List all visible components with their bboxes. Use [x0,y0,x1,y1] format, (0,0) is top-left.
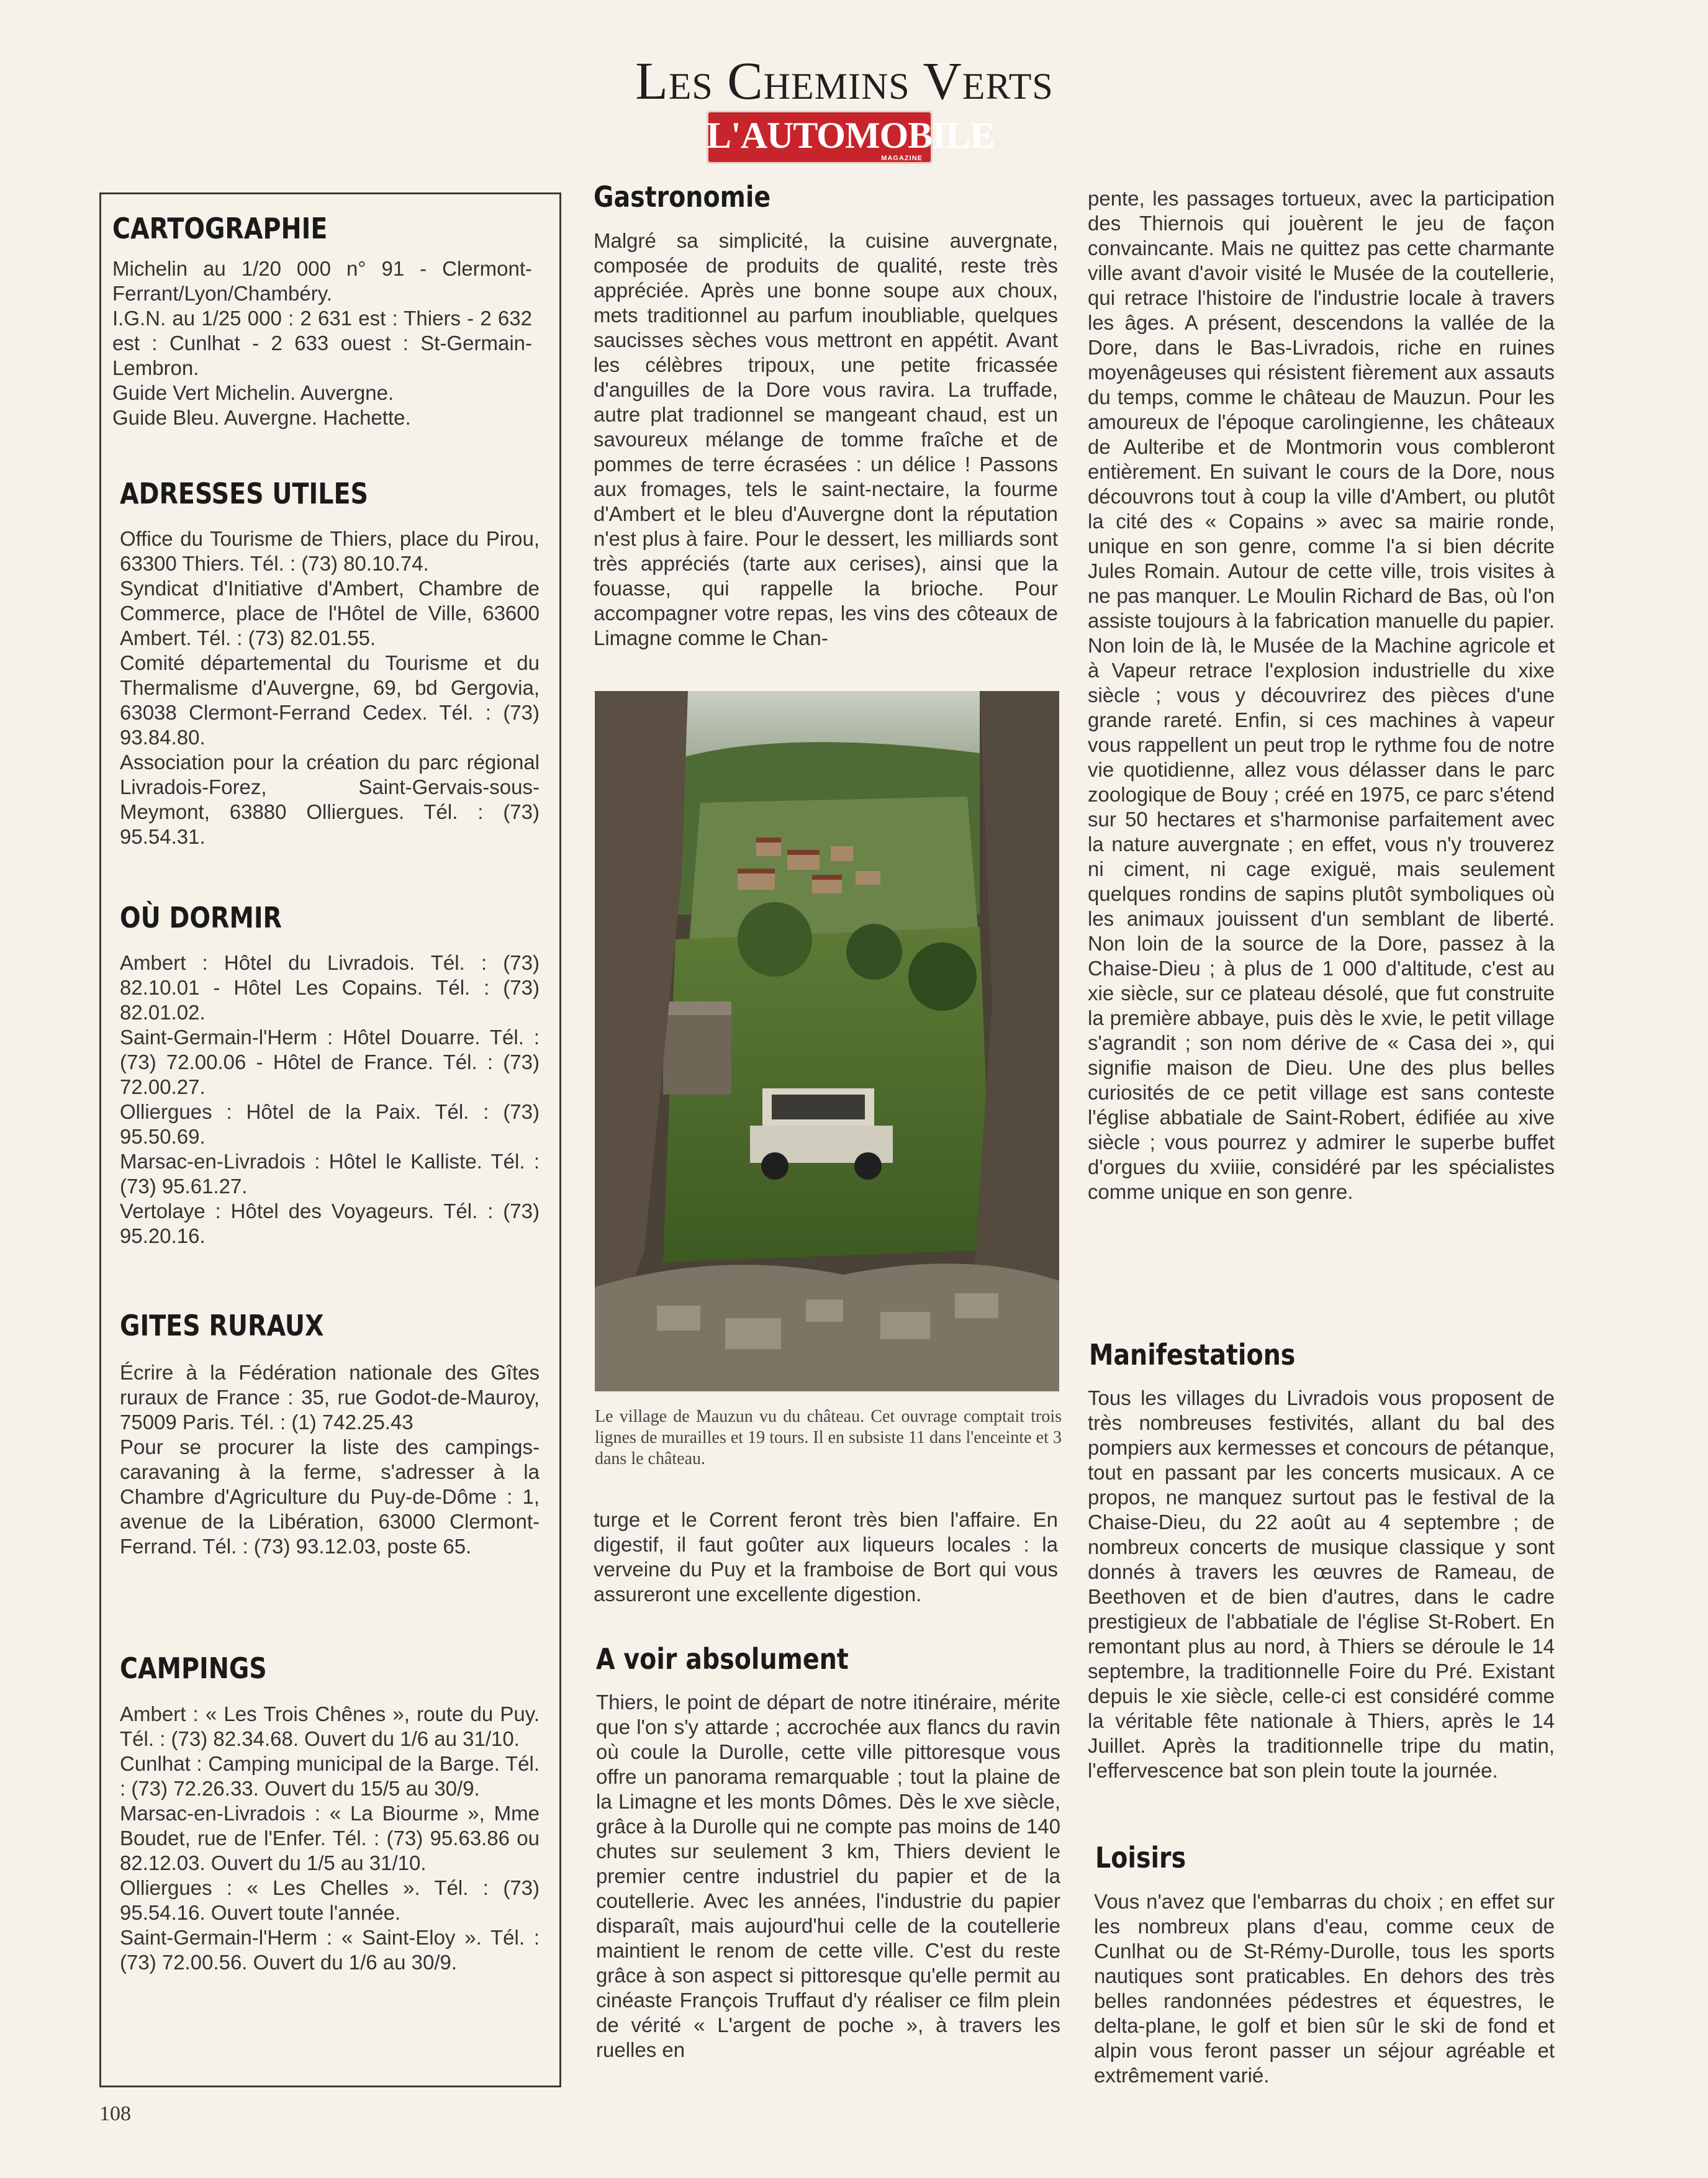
cartographie-heading: CARTOGRAPHIE [112,212,328,245]
list-item: Michelin au 1/20 000 n° 91 - Clermont-Ferrant/Lyon/Chambéry. [112,257,532,305]
list-item: Ambert : « Les Trois Chênes », route du Puy. Tél. : (73) 82.34.68. Ouvert du 1/6 au 31/10. [120,1702,540,1750]
loisirs-text: Vous n'avez que l'embarras du choix ; en effet sur les nombreux plans d'eau, comme ceux de Cunlhat ou de St-Rémy-Durolle, tous les sports nautiques sont praticables. En dehors des très belles randonnées pédestres et équestres, le delta-plane, le golf et bien sûr le ski de fond et alpin vous feront passer un séjour agréable et extrêmement varié. [1094,1890,1555,2087]
voir-continued-text: pente, les passages tortueux, avec la participation des Thiernois qui jouèrent le jeu de façon convaincante. Mais ne quittez pas cette charmante ville avant d'avoir visité le Musée de la coutellerie, qui retrace l'histoire de l'industrie locale à travers les âges. A présent, descendons la vallée de la Dore, dans le Bas-Livradois, riche en ruines moyenâgeuses qui résistent fièrement aux assauts du temps, comme le château de Mauzun. Pour les amoureux de l'époque carolingienne, les châteaux de Aulteribe et de Montmorin vous combleront entièrement. En suivant le cours de la Dore, nous découvrons tout à coup la ville d'Ambert, ou plutôt la cité des « Copains » avec sa mairie ronde, unique en son genre, comme l'a si bien décrite Jules Romain. Autour de cette ville, trois visites à ne pas manquer. Le Moulin Richard de Bas, où l'on assiste toujours à la fabrication manuelle du papier. Non loin de là, le Musée de la Machine agricole et à Vapeur retrace l'explosion industrielle du xixe siècle ; vous y découvrirez des pièces d'une grande rareté. Enfin, si ces machines à vapeur vous rappellent un peut trop le rythme fou de notre vie quotidienne, allez vous délasser dans le parc zoologique de Bouy ; créé en 1975, ce parc s'étend sur 50 hectares et s'harmonise parfaitement avec la nature auvergnate ; en effet, vous n'y trouverez ni ciment, ni cage exiguë, mais seulement quelques rondins de sapins plutôt symboliques où les animaux jouissent d'un semblant de liberté. Non loin de la source de la Dore, passez à la Chaise-Dieu ; à plus de 1 000 d'altitude, c'est au xie siècle, sur ce plateau désolé, que fut construite la première abbaye, puis dès le xvie, le petit village s'agrandit ; son nom dérive de « Casa dei », qui signifie maison de Dieu. Une des plus belles curiosités de ce petit village est sans conteste l'église abbatiale de Saint-Robert, édifiée au xive siècle ; vous pourrez y admirer le superbe buffet d'orgues du xviiie, considéré par les spécialistes comme unique en son genre. [1088,187,1555,1203]
list-item: Écrire à la Fédération nationale des Gîtes ruraux de France : 35, rue Godot-de-Mauroy, 75009 Paris. Tél. : (1) 742.25.43 [120,1361,540,1434]
list-item: Olliergues : Hôtel de la Paix. Tél. : (73) 95.50.69. [120,1100,540,1148]
list-item: Syndicat d'Initiative d'Ambert, Chambre de Commerce, place de l'Hôtel de Ville, 63600 Ambert. Tél. : (73) 82.01.55. [120,577,540,649]
voir-text: Thiers, le point de départ de notre itinéraire, mérite que l'on s'y attarde ; accrochée aux flancs du ravin où coule la Durolle, cette ville pittoresque vous offre un panorama remarquable ; tout la plaine de la Limagne et les monts Dômes. Dès le xve siècle, grâce à la Durolle qui ne compte pas moins de 140 chutes sur seulement 3 km, Thiers devient le premier centre industriel du papier et de la coutellerie. Avec les années, l'industrie du papier disparaît, mais aujourd'hui celle de la coutellerie maintient le renom de cette ville. C'est du reste grâce à son aspect si pittoresque qu'elle permit au cinéaste François Truffaut d'y réaliser ce film plein de vérité « L'argent de poche », à travers les ruelles en [596,1691,1060,2061]
list-item: Comité départemental du Tourisme et du Thermalisme d'Auvergne, 69, bd Gergovia, 63038 Clermont-Ferrand Cedex. Tél. : (73) 93.84.80. [120,651,540,749]
gastronomie-text: Malgré sa simplicité, la cuisine auvergnate, composée de produits de qualité, reste très appréciée. Après une bonne soupe aux choux, mets traditionnel au parfum inoubliable, quelques saucisses sèches vous mettront en appétit. Avant les célèbres tripoux, une petite fricassée d'anguilles de la Dore vous ravira. La truffade, autre plat tradionnel se mangeant chaud, est un savoureux mélange de tomme fraîche et de pommes de terre écrasées : un délice ! Passons aux fromages, tels le saint-nectaire, la fourme d'Ambert et le bleu d'Auvergne dont la réputation n'est plus à faire. Pour le dessert, les milliards sont très appréciés (tarte aux cerises), ainsi que la fouasse, qui rappelle la brioche. Pour accompagner votre repas, les vins des côteaux de Limagne comme le Chan- [594,229,1058,649]
automobile-magazine-logo [707,111,995,164]
dormir-heading: OÙ DORMIR [120,901,282,934]
list-item: Marsac-en-Livradois : « La Biourme », Mme Boudet, rue de l'Enfer. Tél. : (73) 95.63.86 ou 82.12.03. Ouvert du 1/5 au 31/10. [120,1802,540,1874]
manifestations-heading: Manifestations [1089,1338,1296,1371]
list-item: I.G.N. au 1/25 000 : 2 631 est : Thiers - 2 632 est : Cunlhat - 2 633 ouest : St-Germain-Lembron. [112,307,532,379]
list-item: Marsac-en-Livradois : Hôtel le Kalliste. Tél. : (73) 95.61.27. [120,1150,540,1198]
list-item: Guide Vert Michelin. Auvergne. [112,381,394,404]
campings-heading: CAMPINGS [120,1652,267,1685]
list-item: Pour se procurer la liste des campings-caravaning à la ferme, s'adresser à la Chambre d'Agriculture du Puy-de-Dôme : 1, avenue de la Libération, 63000 Clermont-Ferrand. Tél. : (73) 93.12.03, poste 65. [120,1435,540,1558]
castle-window-view-illustration [595,691,1059,1391]
manifestations-text: Tous les villages du Livradois vous proposent de très nombreuses festivités, allant du bal des pompiers aux kermesses et concours de pétanque, tout en passant par les concerts musicaux. A ce propos, ne manquez surtout pas le festival de la Chaise-Dieu, du 22 août au 4 septembre ; de nombreux concerts de musique classique y sont donnés à travers les œuvres de Rameau, de Beethoven et de bien d'autres, dans le cadre prestigieux de l'abbatiale de l'église St-Robert. En remontant plus au nord, à Thiers se déroule le 14 septembre, la traditionnelle Foire du Pré. Existant depuis le xie siècle, celle-ci est considéré comme la véritable fête nationale à Thiers, après le 14 Juillet. Après la traditionnelle tripe du matin, l'effervescence bat son plein toute la journée. [1088,1386,1555,1782]
list-item: Guide Bleu. Auvergne. Hachette. [112,406,411,429]
gites-list [120,1360,540,1559]
adresses-heading: ADRESSES UTILES [120,477,368,510]
dormir-list [120,951,540,1249]
loisirs-heading: Loisirs [1095,1841,1186,1874]
list-item: Association pour la création du parc régional Livradois-Forez, Saint-Gervais-sous-Meymont, 63880 Olliergues. Tél. : (73) 95.54.31. [120,751,540,848]
cartographie-list [112,256,532,430]
photo-caption: Le village de Mauzun vu du château. Cet ouvrage comptait trois lignes de murailles et 19 tours. Il en subsiste 11 dans l'enceinte et 3 dans le château. [595,1407,1062,1468]
list-item: Olliergues : « Les Chelles ». Tél. : (73) 95.54.16. Ouvert toute l'année. [120,1876,540,1924]
list-item: Office du Tourisme de Thiers, place du Pirou, 63300 Thiers. Tél. : (73) 80.10.74. [120,527,540,575]
campings-list [120,1702,540,1975]
list-item: Cunlhat : Camping municipal de la Barge. Tél. : (73) 72.26.33. Ouvert du 15/5 au 30/9. [120,1752,540,1800]
mauzun-village-photo [595,691,1059,1391]
logo-text: L'AUTOMOBILE [707,115,995,156]
gastronomie-heading: Gastronomie [594,180,771,214]
list-item: Saint-Germain-l'Herm : Hôtel Douarre. Tél. : (73) 72.00.06 - Hôtel de France. Tél. : (73) 72.00.27. [120,1026,540,1098]
list-item: Saint-Germain-l'Herm : « Saint-Eloy ». Tél. : (73) 72.00.56. Ouvert du 1/6 au 30/9. [120,1926,540,1974]
adresses-list [120,526,540,849]
magazine-section-title: Les Chemins Verts [635,51,1054,111]
list-item: Ambert : Hôtel du Livradois. Tél. : (73) 82.10.01 - Hôtel Les Copains. Tél. : (73) 82.01.02. [120,951,540,1024]
logo-subtext: MAGAZINE [881,155,923,162]
gites-heading: GITES RURAUX [120,1309,324,1342]
gastronomie-continued-text: turge et le Corrent feront très bien l'affaire. En digestif, il faut goûter aux liqueurs locales : la verveine du Puy et la framboise de Bort qui vous assureront une excellente digestion. [594,1508,1058,1606]
page-number: 108 [99,2102,131,2125]
voir-heading: A voir absolument [596,1642,849,1676]
list-item: Vertolaye : Hôtel des Voyageurs. Tél. : (73) 95.20.16. [120,1200,540,1247]
practical-info-sidebar [99,192,561,2087]
